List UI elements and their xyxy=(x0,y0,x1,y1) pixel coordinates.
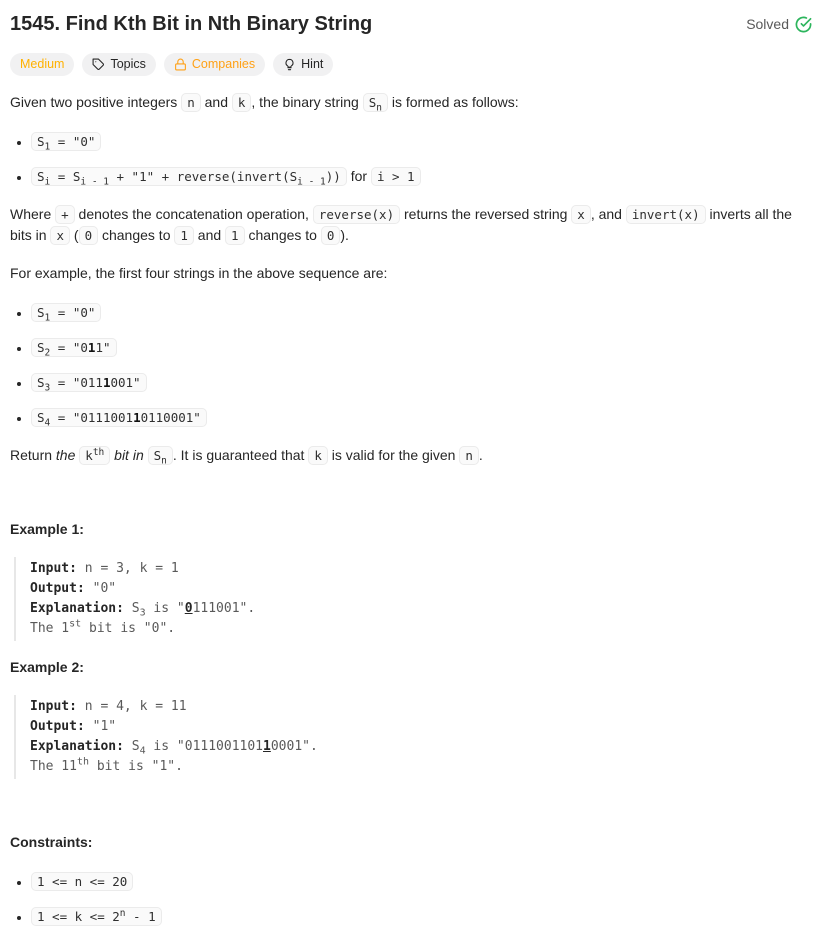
inline-code xyxy=(148,446,173,465)
inline-code xyxy=(174,226,194,245)
code-text: = xyxy=(50,168,73,184)
intro-paragraph xyxy=(10,92,812,114)
page-title: 1545. Find Kth Bit in Nth Binary String xyxy=(10,13,373,35)
text-fragment: changes to xyxy=(244,227,321,244)
ordinal-superscript: st xyxy=(69,618,82,630)
inline-code xyxy=(308,446,328,465)
code-subscript: 1 xyxy=(44,312,51,324)
spacer xyxy=(10,482,812,503)
input-value: n = 3, k = 1 xyxy=(76,561,179,577)
list-item xyxy=(31,371,812,394)
inline-code xyxy=(225,226,245,245)
topics-badge[interactable] xyxy=(82,53,155,76)
code-text: = "0 xyxy=(50,339,88,355)
lock-icon xyxy=(174,58,187,71)
code-text: 0110001" xyxy=(140,409,201,425)
code-subscript: i - 1 xyxy=(80,176,109,188)
code-text: = "011 xyxy=(50,374,103,390)
constraints-list xyxy=(10,870,812,928)
inline-code xyxy=(459,446,479,465)
text-fragment: Given two positive integers xyxy=(10,94,182,110)
code-superscript: th xyxy=(92,446,105,458)
code-text: 1 <= n <= 20 xyxy=(37,873,128,889)
text-fragment: is formed as follows: xyxy=(387,94,519,110)
text-fragment: Return xyxy=(10,446,56,463)
code-text: S xyxy=(37,133,45,149)
solved-label: Solved xyxy=(746,16,789,32)
code-subscript: 2 xyxy=(44,347,51,359)
code-text: i > 1 xyxy=(376,168,415,184)
code-text: 1 xyxy=(180,228,188,244)
inline-code xyxy=(50,226,70,245)
text-fragment: and xyxy=(200,94,232,110)
inline-code xyxy=(31,408,207,427)
return-paragraph xyxy=(10,445,812,467)
constraint-item xyxy=(31,905,812,928)
code-text: = "0111001 xyxy=(50,409,134,425)
inline-code xyxy=(313,205,400,224)
code-subscript: 3 xyxy=(44,382,51,394)
code-subscript: i - 1 xyxy=(297,176,326,188)
text-fragment: inverts all the bits in xyxy=(10,205,792,244)
explanation-text: is " xyxy=(145,601,185,617)
hint-badge[interactable] xyxy=(273,53,333,76)
list-item xyxy=(31,406,812,429)
text-fragment: is valid for the given xyxy=(327,446,460,463)
list-item xyxy=(31,130,812,153)
explanation-text: The 11 xyxy=(30,758,77,774)
text-fragment: . xyxy=(478,446,483,463)
title-row xyxy=(10,10,812,38)
highlighted-bit: 0 xyxy=(184,601,193,617)
explanation-text: is "0111001101 xyxy=(145,738,264,754)
companies-badge[interactable] xyxy=(164,53,265,76)
inline-code xyxy=(31,872,133,891)
list-item xyxy=(31,301,812,324)
code-text: = "0" xyxy=(50,304,96,320)
for-example-paragraph: For example, the first four strings in the above sequence are: xyxy=(10,265,388,282)
inline-code xyxy=(55,205,75,224)
italic-fragment: the xyxy=(55,446,80,463)
explanation-text: S xyxy=(123,738,140,754)
code-text: S xyxy=(37,339,45,355)
explanation-text: 111001". xyxy=(192,601,256,617)
code-text: + xyxy=(61,206,69,222)
code-subscript: n xyxy=(161,455,167,467)
text-fragment: denotes the concatenation operation, xyxy=(74,205,313,222)
inline-code xyxy=(79,446,110,465)
code-text: k xyxy=(314,447,322,463)
explanation-text: S xyxy=(123,601,140,617)
code-text: 001" xyxy=(110,374,141,390)
highlighted-bit: 1 xyxy=(263,738,271,754)
code-subscript: i xyxy=(44,176,51,188)
explanation-label: Explanation: xyxy=(30,738,124,754)
explanation-text: bit is "1". xyxy=(89,758,183,774)
solved-status xyxy=(746,16,812,33)
code-text: x xyxy=(56,228,64,244)
inline-code xyxy=(626,205,706,224)
inline-code xyxy=(31,373,147,392)
text-fragment: returns the reversed string xyxy=(400,205,572,222)
inline-code xyxy=(371,167,421,186)
example-1-block xyxy=(14,557,812,641)
text-fragment: , and xyxy=(590,205,626,222)
code-bold-bit: 1 xyxy=(133,409,141,425)
constraints-heading: Constraints: xyxy=(10,833,93,850)
code-text: S xyxy=(37,409,45,425)
spacer xyxy=(10,795,812,816)
code-text: n xyxy=(187,95,195,110)
text-fragment: for xyxy=(346,167,371,184)
difficulty-badge[interactable] xyxy=(10,53,74,76)
code-text: S xyxy=(289,168,298,184)
code-text: 1 xyxy=(231,228,239,244)
topics-label: Topics xyxy=(110,57,146,71)
list-item xyxy=(31,165,812,188)
input-value: n = 4, k = 11 xyxy=(76,698,187,714)
inline-code xyxy=(31,167,347,186)
inline-code xyxy=(321,226,341,245)
code-text: 0 xyxy=(326,228,335,244)
badge-row xyxy=(10,53,812,76)
code-text: = "0" xyxy=(50,133,96,149)
code-text: + "1" + reverse(invert( xyxy=(108,168,290,184)
code-text: - 1 xyxy=(125,908,156,924)
inline-code xyxy=(232,93,252,112)
sequence-list xyxy=(10,301,812,429)
code-text: S xyxy=(37,304,45,320)
italic-fragment: bit in xyxy=(110,446,148,463)
explanation-subscript: 4 xyxy=(139,745,146,757)
code-text: n xyxy=(465,447,473,463)
example-1-heading: Example 1: xyxy=(10,521,84,538)
code-text: S xyxy=(37,374,45,390)
code-text: invert(x) xyxy=(631,206,700,222)
tag-icon xyxy=(92,58,105,71)
example-2-heading: Example 2: xyxy=(10,659,84,676)
code-text: S xyxy=(368,95,377,110)
text-fragment: changes to xyxy=(98,227,175,244)
code-text: k xyxy=(237,95,246,110)
formation-list xyxy=(10,130,812,188)
hint-label: Hint xyxy=(301,57,324,71)
explanation-text: 0001". xyxy=(270,738,318,754)
explanation-subscript: 3 xyxy=(139,607,146,619)
code-text: 1 <= k <= 2 xyxy=(37,908,120,924)
inline-code xyxy=(31,907,162,926)
code-text: S xyxy=(153,447,162,463)
list-item xyxy=(31,336,812,359)
code-text: S xyxy=(37,168,45,184)
code-superscript: n xyxy=(119,907,126,919)
lightbulb-icon xyxy=(283,58,296,71)
input-label: Input: xyxy=(30,698,77,714)
inline-code xyxy=(79,226,99,245)
code-text: k xyxy=(85,447,93,463)
text-fragment: ). xyxy=(340,227,349,244)
constraint-item xyxy=(31,870,812,893)
example-2-block xyxy=(14,695,812,779)
output-label: Output: xyxy=(30,718,85,734)
code-text: x xyxy=(577,206,585,222)
text-fragment: . It is guaranteed that xyxy=(172,446,309,463)
text-fragment: Where xyxy=(10,205,56,222)
text-fragment: and xyxy=(193,227,226,244)
code-text: )) xyxy=(325,168,341,184)
text-fragment: ( xyxy=(70,227,79,244)
inline-code xyxy=(181,93,201,112)
companies-label: Companies xyxy=(191,57,256,71)
code-bold-bit: 1 xyxy=(87,339,96,355)
code-bold-bit: 1 xyxy=(102,374,111,390)
code-subscript: 1 xyxy=(44,141,51,153)
inline-code xyxy=(31,303,101,322)
code-subscript: 4 xyxy=(44,417,51,429)
description-content xyxy=(10,92,812,928)
inline-code xyxy=(571,205,591,224)
output-label: Output: xyxy=(30,581,85,597)
code-text: 1" xyxy=(95,339,111,355)
where-paragraph xyxy=(10,204,812,247)
output-value: "0" xyxy=(84,581,117,597)
code-text: S xyxy=(72,168,81,184)
explanation-text: The 1 xyxy=(30,621,70,637)
check-circle-icon xyxy=(795,16,812,33)
difficulty-label: Medium xyxy=(20,57,65,71)
inline-code xyxy=(31,338,117,357)
explanation-label: Explanation: xyxy=(30,601,124,617)
code-text: 0 xyxy=(84,228,93,244)
text-fragment: , the binary string xyxy=(251,94,363,110)
output-value: "1" xyxy=(84,718,117,734)
code-subscript: n xyxy=(376,102,382,114)
inline-code xyxy=(31,132,101,151)
inline-code xyxy=(363,93,388,112)
ordinal-superscript: th xyxy=(76,756,90,768)
code-text: reverse(x) xyxy=(318,206,395,222)
explanation-text: bit is "0". xyxy=(81,621,176,637)
input-label: Input: xyxy=(30,561,77,577)
